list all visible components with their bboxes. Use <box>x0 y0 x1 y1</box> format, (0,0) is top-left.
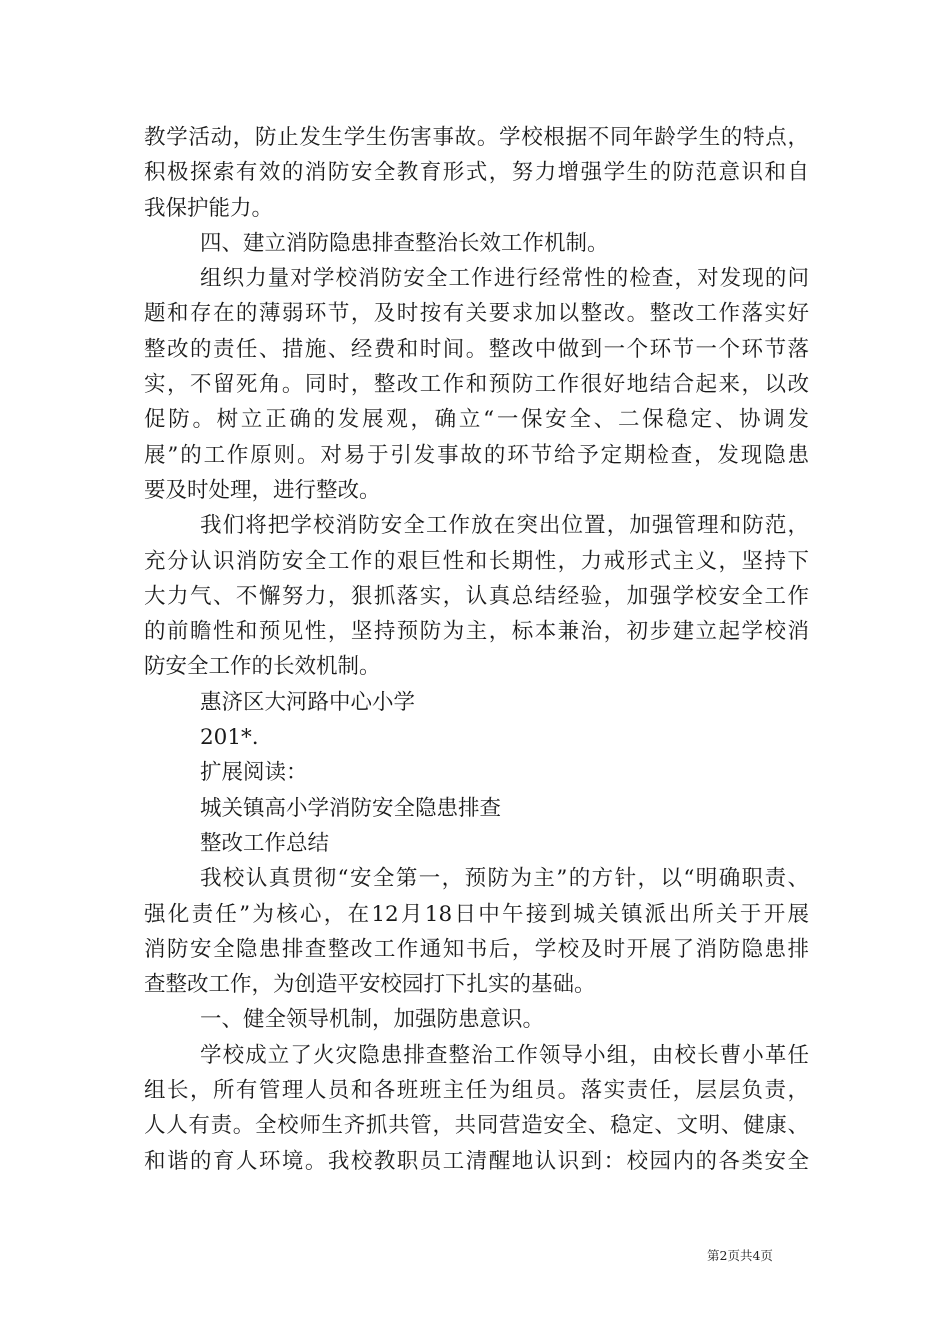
text-line: 整改的责任、措施、经费和时间。整改中做到一个环节一个环节落 <box>144 336 809 362</box>
text-line: 组长，所有管理人员和各班班主任为组员。落实责任，层层负责， <box>144 1078 809 1104</box>
text-line: 的前瞻性和预见性，坚持预防为主，标本兼治，初步建立起学校消 <box>144 619 809 645</box>
document-body <box>144 120 809 1179</box>
text-line: 要及时处理，进行整改。 <box>144 477 381 503</box>
text-line: 和谐的育人环境。我校教职员工清醒地认识到：校园内的各类安全 <box>144 1148 809 1174</box>
text-line: 积极探索有效的消防安全教育形式，努力增强学生的防范意识和自 <box>144 160 809 186</box>
text-line: 强化责任”为核心，在12月18日中午接到城关镇派出所关于开展 <box>144 901 809 927</box>
text-line: 扩展阅读： <box>200 760 308 786</box>
text-line: 我们将把学校消防安全工作放在突出位置，加强管理和防范， <box>200 513 809 539</box>
text-line: 展”的工作原则。对易于引发事故的环节给予定期检查，发现隐患 <box>144 442 809 468</box>
text-line: 消防安全隐患排查整改工作通知书后，学校及时开展了消防隐患排 <box>144 936 809 962</box>
text-line: 题和存在的薄弱环节，及时按有关要求加以整改。整改工作落实好 <box>144 301 809 327</box>
text-line: 惠济区大河路中心小学 <box>200 689 416 715</box>
page-number-footer: 第2页共4页 <box>707 1248 773 1263</box>
text-line: 一、健全领导机制，加强防患意识。 <box>200 1007 545 1033</box>
text-line: 四、建立消防隐患排查整治长效工作机制。 <box>200 230 609 256</box>
text-line: 整改工作总结 <box>200 830 330 856</box>
text-line: 我保护能力。 <box>144 195 274 221</box>
text-line: 防安全工作的长效机制。 <box>144 654 381 680</box>
text-line: 教学活动，防止发生学生伤害事故。学校根据不同年龄学生的特点， <box>144 125 809 150</box>
text-line: 城关镇高小学消防安全隐患排查 <box>200 795 502 821</box>
text-line: 充分认识消防安全工作的艰巨性和长期性，力戒形式主义，坚持下 <box>144 548 809 574</box>
text-line: 查整改工作，为创造平安校园打下扎实的基础。 <box>144 972 596 998</box>
text-line: 促防。树立正确的发展观，确立“一保安全、二保稳定、协调发 <box>144 407 809 433</box>
text-line: 大力气、不懈努力，狠抓落实，认真总结经验，加强学校安全工作 <box>144 583 809 609</box>
text-line: 实，不留死角。同时，整改工作和预防工作很好地结合起来，以改 <box>144 372 809 398</box>
text-line: 人人有责。全校师生齐抓共管，共同营造安全、稳定、文明、健康、 <box>144 1113 809 1139</box>
text-line: 201*. <box>200 725 259 751</box>
text-line: 我校认真贯彻“安全第一，预防为主”的方针，以“明确职责、 <box>200 866 809 892</box>
text-line: 组织力量对学校消防安全工作进行经常性的检查，对发现的问 <box>200 266 809 292</box>
text-line: 学校成立了火灾隐患排查整治工作领导小组，由校长曹小革任 <box>200 1042 809 1068</box>
